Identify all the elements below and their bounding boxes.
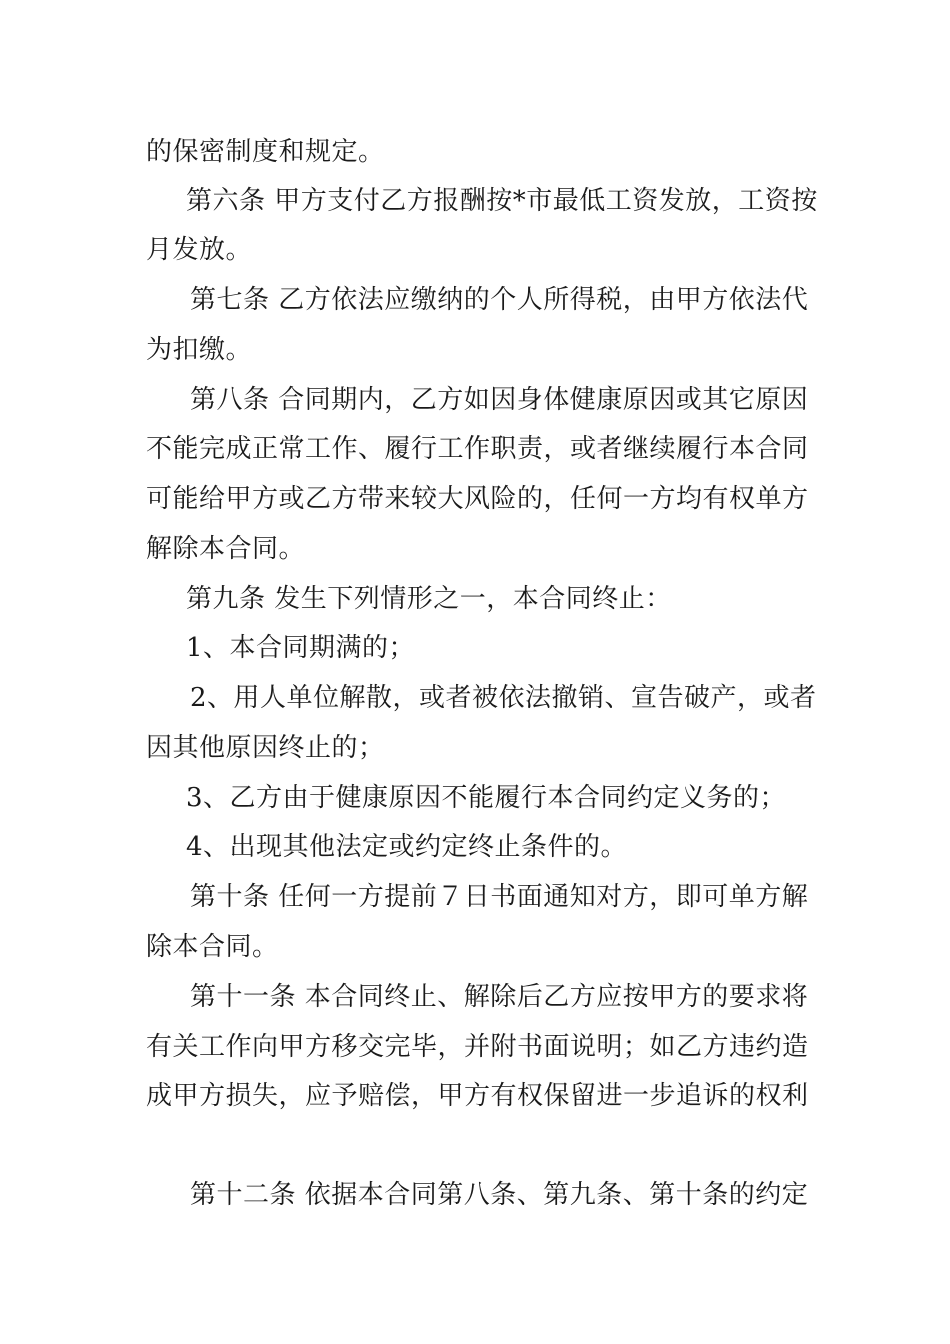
text-line: 不能完成正常工作、履行工作职责，或者继续履行本合同	[146, 434, 809, 464]
text-line: 成甲方损失，应予赔偿，甲方有权保留进一步追诉的权利	[146, 1081, 809, 1111]
article-8-line: 第八条 合同期内，乙方如因身体健康原因或其它原因	[190, 385, 809, 415]
text-line: 因其他原因终止的；	[146, 733, 385, 763]
list-item: 4、出现其他法定或约定终止条件的。	[186, 832, 628, 862]
article-6-line: 第六条 甲方支付乙方报酬按*市最低工资发放，工资按	[186, 186, 818, 216]
article-11-line: 第十一条 本合同终止、解除后乙方应按甲方的要求将	[190, 982, 809, 1012]
text-line: 月发放。	[146, 235, 253, 265]
text-line: 为扣缴。	[146, 335, 253, 365]
list-item: 2、用人单位解散，或者被依法撤销、宣告破产，或者	[190, 683, 817, 713]
list-item: 1、本合同期满的；	[186, 633, 416, 663]
text-line: 的保密制度和规定。	[146, 137, 385, 167]
list-item: 3、乙方由于健康原因不能履行本合同约定义务的；	[186, 783, 787, 813]
text-line: 解除本合同。	[146, 534, 306, 564]
article-10-line: 第十条 任何一方提前７日书面通知对方，即可单方解	[190, 882, 809, 912]
article-7-line: 第七条 乙方依法应缴纳的个人所得税，由甲方依法代	[190, 285, 809, 315]
article-12-line: 第十二条 依据本合同第八条、第九条、第十条的约定	[190, 1180, 809, 1210]
text-line: 除本合同。	[146, 932, 279, 962]
article-9-line: 第九条 发生下列情形之一，本合同终止：	[186, 584, 672, 614]
text-line: 可能给甲方或乙方带来较大风险的，任何一方均有权单方	[146, 484, 809, 514]
text-line: 有关工作向甲方移交完毕，并附书面说明；如乙方违约造	[146, 1032, 809, 1062]
